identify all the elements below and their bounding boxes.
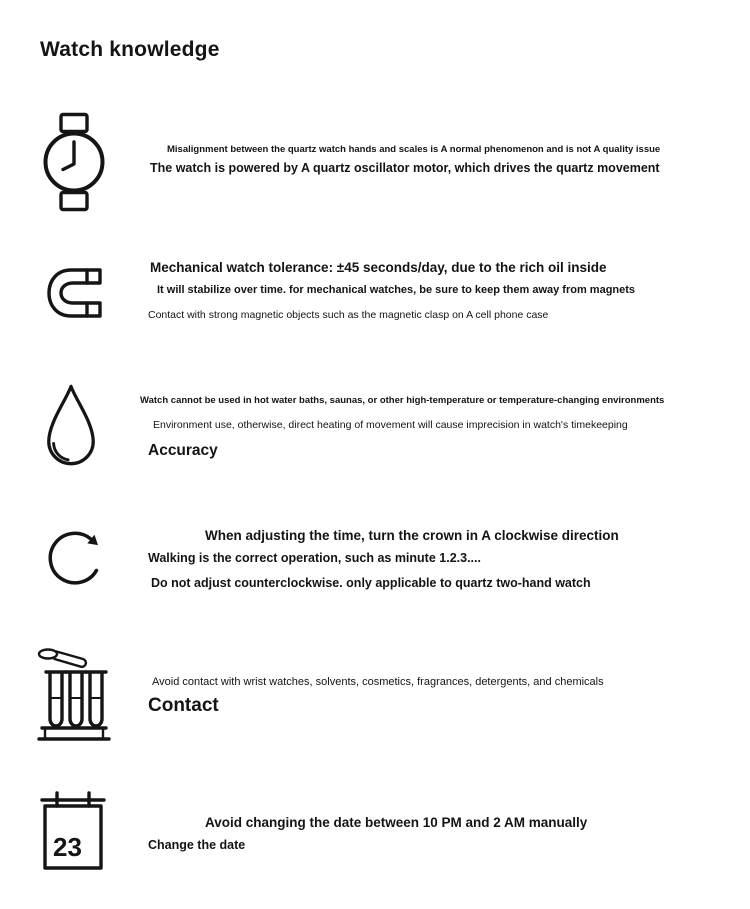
hot-water-note: Watch cannot be used in hot water baths, saunas, or other high-temperature or temperature-changing environments	[140, 395, 665, 406]
page-title: Watch knowledge	[40, 38, 220, 61]
counterclockwise-note: Do not adjust counterclockwise. only applicable to quartz two-hand watch	[151, 576, 591, 590]
chemicals-note: Avoid contact with wrist watches, solvents, cosmetics, fragrances, detergents, and chemicals	[152, 676, 604, 688]
contact-heading: Contact	[148, 695, 219, 716]
change-date-label: Change the date	[148, 838, 246, 852]
quartz-movement-note: The watch is powered by A quartz oscillator motor, which drives the quartz movement	[150, 161, 660, 175]
calendar-day-number: 23	[53, 832, 82, 862]
calendar-icon	[40, 790, 106, 874]
magnet-stabilize-note: It will stabilize over time. for mechanical watches, be sure to keep them away from magnets	[157, 284, 636, 296]
watch-icon	[42, 112, 106, 212]
water-drop-icon	[42, 377, 100, 475]
magnet-icon	[42, 261, 108, 325]
accuracy-heading: Accuracy	[148, 442, 218, 459]
clockwise-heading: When adjusting the time, turn the crown in A clockwise direction	[205, 528, 619, 543]
quartz-misalignment-note: Misalignment between the quartz watch hands and scales is A normal phenomenon and is not A quality issue	[167, 144, 661, 155]
magnet-tolerance-heading: Mechanical watch tolerance: ±45 seconds/day, due to the rich oil inside	[150, 260, 607, 275]
chemicals-icon	[36, 643, 112, 743]
magnet-contact-note: Contact with strong magnetic objects such as the magnetic clasp on A cell phone case	[148, 309, 549, 321]
clockwise-arrow-icon	[42, 517, 108, 595]
date-change-heading: Avoid changing the date between 10 PM and 2 AM manually	[205, 815, 588, 830]
environment-note: Environment use, otherwise, direct heating of movement will cause imprecision in watch's timekeeping	[153, 419, 628, 431]
walking-note: Walking is the correct operation, such as minute 1.2.3....	[148, 551, 481, 565]
